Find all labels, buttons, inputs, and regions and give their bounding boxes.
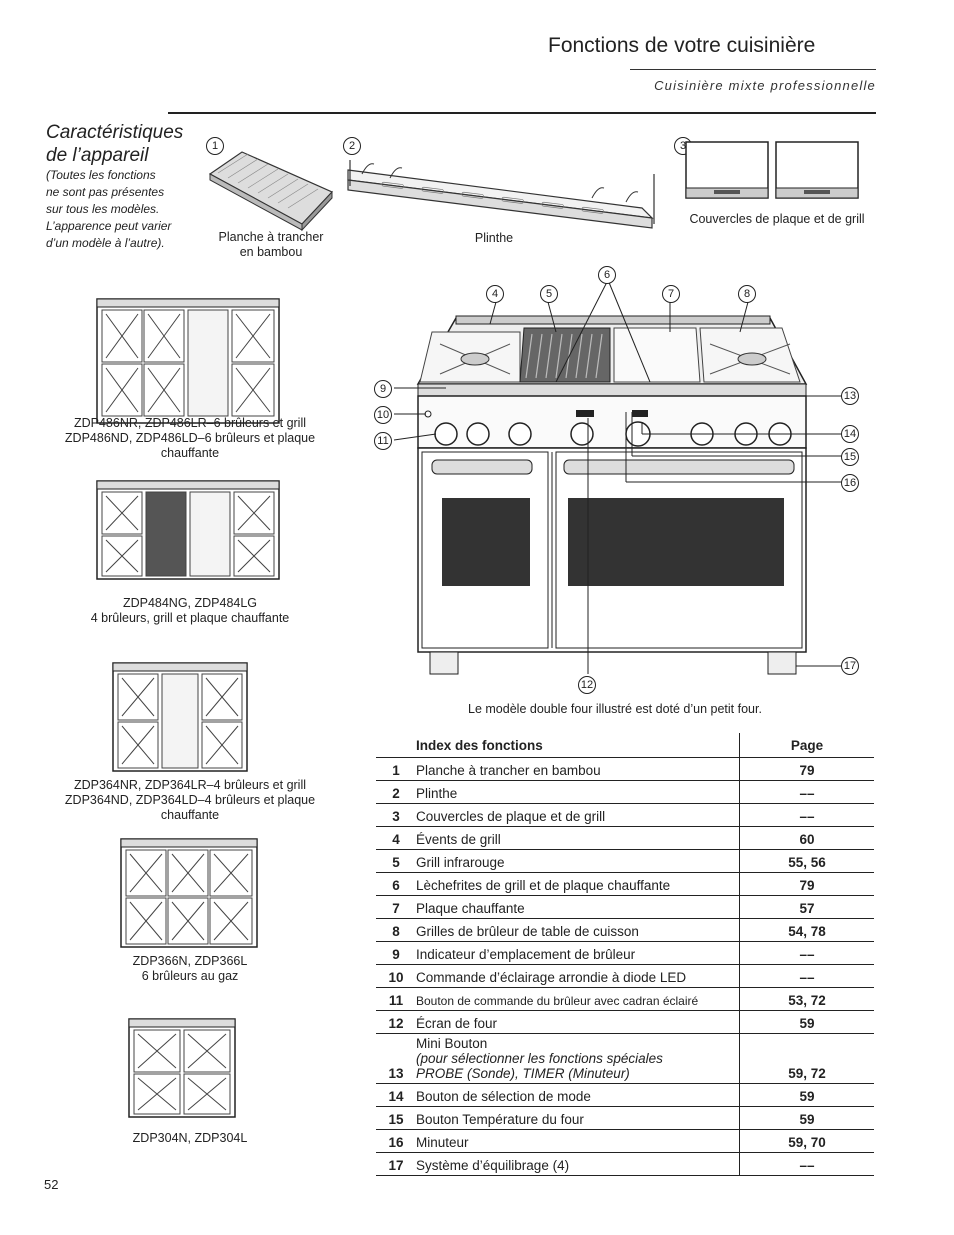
table-row [376,965,874,988]
model-484-caption [40,596,340,626]
header-rule [630,69,876,70]
table-row [376,1153,874,1176]
row-label-text: Commande d’éclairage arrondie à diode LED [416,970,687,985]
model-304-caption [90,1131,290,1146]
row-label-text: Écran de four [416,1016,498,1031]
row-number: 5 [376,850,416,873]
row-label-note: PROBE (Sonde), TIMER (Minuteur) [416,1066,630,1081]
caption-line: ZDP304N, ZDP304L [132,1131,248,1145]
callout-12: 12 [578,676,596,694]
col-page-header: Page [740,733,875,758]
row-label [416,1084,740,1107]
row-page: 59 [740,1011,875,1034]
model-366-caption [90,954,290,984]
row-label-text: Plaque chauffante [416,901,525,916]
table-row [376,988,874,1011]
caption-line: Plinthe [474,231,514,245]
table-row [376,873,874,896]
row-number: 8 [376,919,416,942]
cutting-board-illustration [204,146,336,232]
caption-line: en bambou [239,245,303,259]
range-illustration [370,262,870,702]
row-label-text: Grilles de brûleur de table de cuisson [416,924,639,939]
row-number: 1 [376,758,416,781]
row-label-text: Grill infrarouge [416,855,505,870]
section-note [46,167,171,252]
row-number: 9 [376,942,416,965]
row-number: 14 [376,1084,416,1107]
callout-4: 4 [486,285,504,303]
row-label-text: Bouton de commande du brûleur avec cadran éclairé [416,994,699,1008]
row-label [416,873,740,896]
cooktop-model-364 [112,662,250,774]
caption-line: ZDP486ND, ZDP486LD–6 brûleurs et plaque chauffante [64,431,316,460]
row-number: 15 [376,1107,416,1130]
row-label-text: Bouton Température du four [416,1112,584,1127]
note-line: d’un modèle à l’autre). [46,236,165,250]
note-line: L’apparence peut varier [46,219,172,233]
table-row [376,758,874,781]
callout-1: 1 [206,137,224,155]
row-label [416,919,740,942]
table-row [376,850,874,873]
table-row [376,919,874,942]
row-page: –– [740,942,875,965]
row-page: 79 [740,873,875,896]
row-label [416,781,740,804]
row-page: –– [740,1153,875,1176]
row-number: 11 [376,988,416,1011]
row-label-text: Système d’équilibrage (4) [416,1158,570,1173]
callout-15: 15 [841,448,859,466]
row-page: 55, 56 [740,850,875,873]
row-number: 2 [376,781,416,804]
row-page: 53, 72 [740,988,875,1011]
row-label-text: Évents de grill [416,832,501,847]
note-line: (Toutes les fonctions [46,168,156,182]
row-label-text: Minuteur [416,1135,469,1150]
page-number: 52 [44,1177,59,1192]
section-title-line1: Caractéristiques [46,122,184,143]
cooktop-model-304 [128,1018,238,1120]
row-label [416,758,740,781]
caption-line: ZDP364ND, ZDP364LD–4 brûleurs et plaque chauffante [64,793,316,822]
caption-line: Planche à trancher [218,230,324,244]
row-label [416,827,740,850]
table-row [376,1107,874,1130]
row-label-text: Bouton de sélection de mode [416,1089,591,1104]
row-number: 7 [376,896,416,919]
row-label [416,1011,740,1034]
row-label-text: Mini Bouton [416,1036,488,1051]
row-label [416,1153,740,1176]
row-label [416,804,740,827]
row-number: 10 [376,965,416,988]
table-row [376,781,874,804]
section-title-line2: de l’appareil [46,145,149,166]
row-number: 16 [376,1130,416,1153]
section-rule [168,112,876,114]
griddle-covers-illustration [684,140,860,204]
row-page: –– [740,781,875,804]
row-page: 60 [740,827,875,850]
row-number: 13 [376,1034,416,1084]
callout-14: 14 [841,425,859,443]
table-row [376,804,874,827]
note-line: sur tous les modèles. [46,202,160,216]
caption-line: ZDP484NG, ZDP484LG [122,596,258,610]
accessory-2-caption [444,231,544,246]
row-label [416,988,740,1011]
cooktop-model-484 [96,480,282,584]
row-label [416,1107,740,1130]
row-number: 6 [376,873,416,896]
row-label [416,942,740,965]
callout-5: 5 [540,285,558,303]
caption-line: Couvercles de plaque et de grill [689,212,865,226]
model-364-caption [40,778,340,823]
page-subtitle: Cuisinière mixte professionnelle [654,78,876,93]
row-label [416,1034,740,1084]
row-label-text: Planche à trancher en bambou [416,763,601,778]
callout-8: 8 [738,285,756,303]
caption-line: ZDP366N, ZDP366L [132,954,248,968]
row-label [416,896,740,919]
kickplate-illustration [342,156,662,232]
cooktop-model-366 [120,838,260,950]
section-title [46,121,183,167]
row-page: 59 [740,1107,875,1130]
row-label [416,850,740,873]
row-page: 57 [740,896,875,919]
row-number: 4 [376,827,416,850]
callout-17: 17 [841,657,859,675]
table-row [376,942,874,965]
caption-line: ZDP486NR, ZDP486LR–6 brûleurs et grill [73,416,307,430]
callout-2: 2 [343,137,361,155]
row-number: 12 [376,1011,416,1034]
callout-9: 9 [374,380,392,398]
table-row [376,1130,874,1153]
table-row [376,827,874,850]
table-row [376,1034,874,1084]
callout-16: 16 [841,474,859,492]
row-page: 59, 70 [740,1130,875,1153]
page-title: Fonctions de votre cuisinière [548,34,816,57]
row-number: 17 [376,1153,416,1176]
row-page: 54, 78 [740,919,875,942]
table-row [376,1011,874,1034]
cooktop-model-486 [96,298,282,428]
row-page: 79 [740,758,875,781]
accessory-3-caption [680,212,874,227]
callout-3: 3 [674,137,692,155]
row-label-text: Lèchefrites de grill et de plaque chauffante [416,878,671,893]
callout-7: 7 [662,285,680,303]
row-label-text: Indicateur d’emplacement de brûleur [416,947,636,962]
row-page: 59 [740,1084,875,1107]
table-row [376,896,874,919]
table-row [376,1084,874,1107]
row-label-text: Couvercles de plaque et de grill [416,809,606,824]
feature-index-table [376,733,874,1176]
caption-line: 6 brûleurs au gaz [141,969,239,983]
accessory-1-caption [206,230,336,260]
row-label-text: Plinthe [416,786,458,801]
callout-13: 13 [841,387,859,405]
range-caption: Le modèle double four illustré est doté d’un petit four. [468,702,762,716]
table-header-row [376,733,874,758]
caption-line: 4 brûleurs, grill et plaque chauffante [90,611,290,625]
row-label [416,1130,740,1153]
note-line: ne sont pas présentes [46,185,165,199]
col-feature-header: Index des fonctions [416,733,740,758]
callout-11: 11 [374,432,392,450]
row-page: –– [740,804,875,827]
row-page: –– [740,965,875,988]
row-number: 3 [376,804,416,827]
caption-line: ZDP364NR, ZDP364LR–4 brûleurs et grill [73,778,307,792]
model-486-caption [40,416,340,461]
row-label-note: (pour sélectionner les fonctions spéciales [416,1051,663,1066]
row-page: 59, 72 [740,1034,875,1084]
callout-6: 6 [598,266,616,284]
callout-10: 10 [374,406,392,424]
row-label [416,965,740,988]
